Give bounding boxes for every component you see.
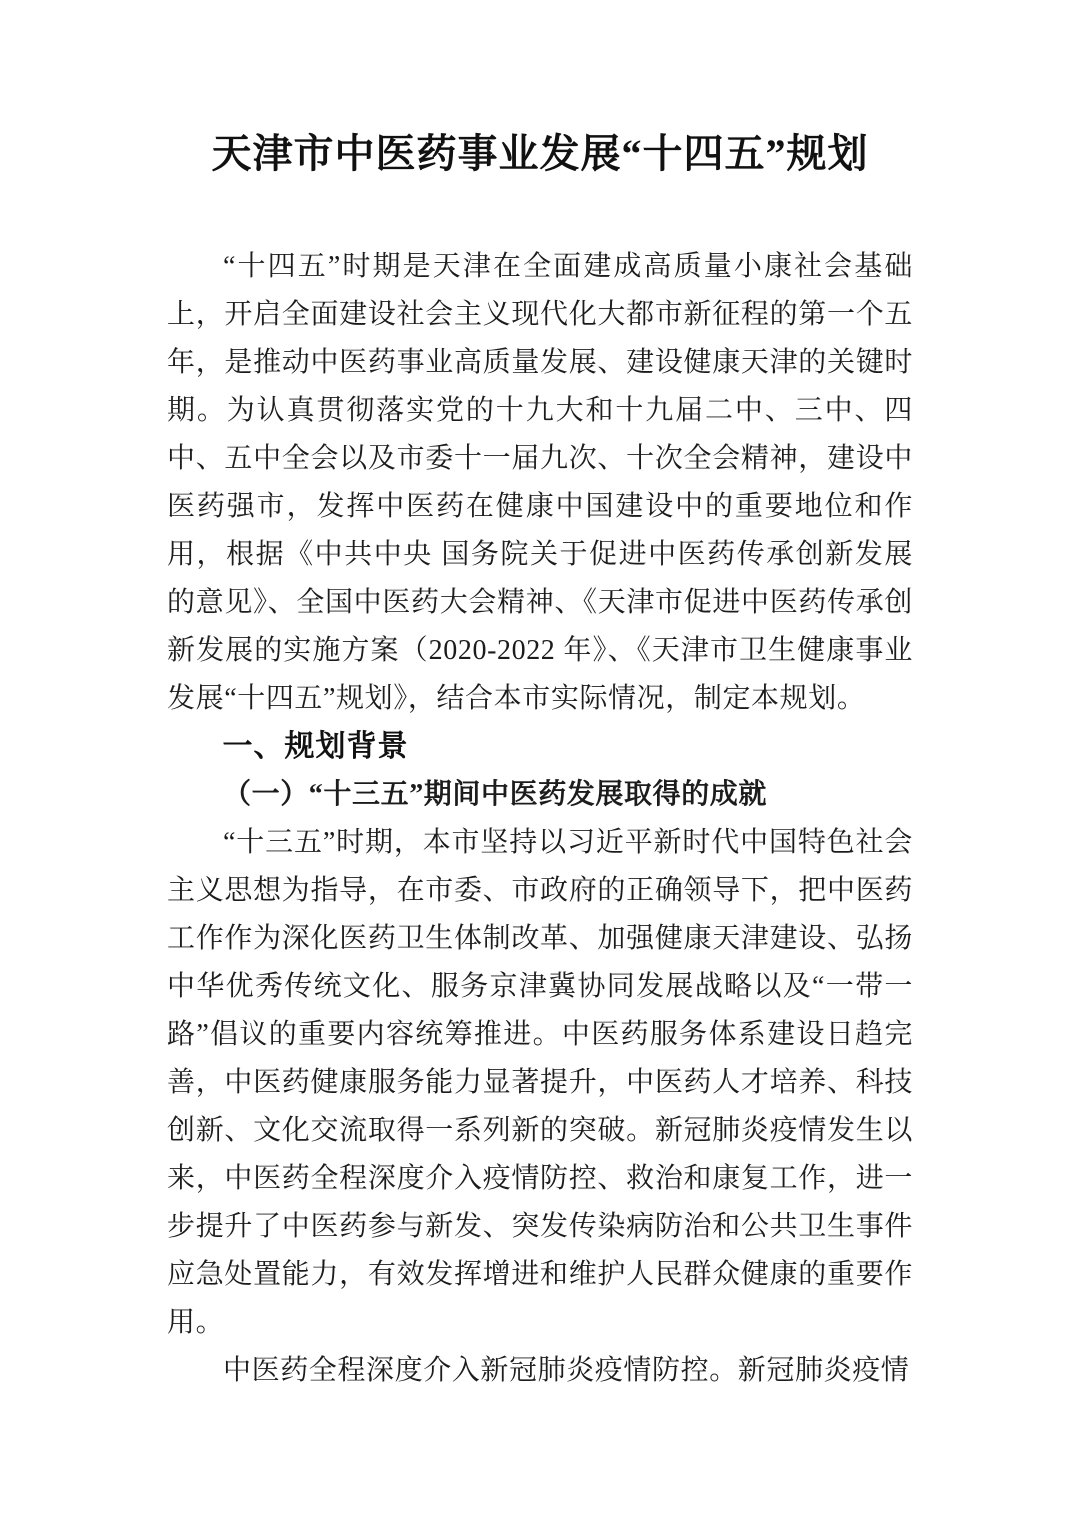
paragraph-intro: “十四五”时期是天津在全面建成高质量小康社会基础上，开启全面建设社会主义现代化大都市新征程的第一个五年，是推动中医药事业高质量发展、建设健康天津的关键时期。为认真贯彻落实党的十九大和十九届二中、三中、四中、五中全会以及市委十一届九次、十次全会精神，建设中医药强市，发挥中医药在健康中国建设中的重要地位和作用，根据《中共中央 国务院关于促进中医药传承创新发展的意见》、全国中医药大会精神、《天津市促进中医药传承创新发展的实施方案（2020-2022 年》、《天津市卫生健康事业发展“十四五”规划》，结合本市实际情况，制定本规划。 bbox=[167, 251, 913, 714]
section-heading-planning-background: 一、规划背景 bbox=[222, 730, 409, 763]
subsection-heading-13th-five-achievements: （一）“十三五”期间中医药发展取得的成就 bbox=[223, 779, 768, 810]
paragraph-achievements: “十三五”时期，本市坚持以习近平新时代中国特色社会主义思想为指导，在市委、市政府的正确领导下，把中医药工作作为深化医药卫生体制改革、加强健康天津建设、弘扬中华优秀传统文化、服务京津冀协同发展战略以及“一带一路”倡议的重要内容统筹推进。中医药服务体系建设日趋完善，中医药健康服务能力显著提升，中医药人才培养、科技创新、文化交流取得一系列新的突破。新冠肺炎疫情发生以来，中医药全程深度介入疫情防控、救治和康复工作，进一步提升了中医药参与新发、突发传染病防治和公共卫生事件应急处置能力，有效发挥增进和维护人民群众健康的重要作用。 bbox=[167, 827, 913, 1338]
paragraph-covid-response: 中医药全程深度介入新冠肺炎疫情防控。新冠肺炎疫情 bbox=[223, 1355, 910, 1386]
document-title: 天津市中医药事业发展“十四五”规划 bbox=[211, 131, 869, 176]
document-body bbox=[167, 243, 913, 1395]
